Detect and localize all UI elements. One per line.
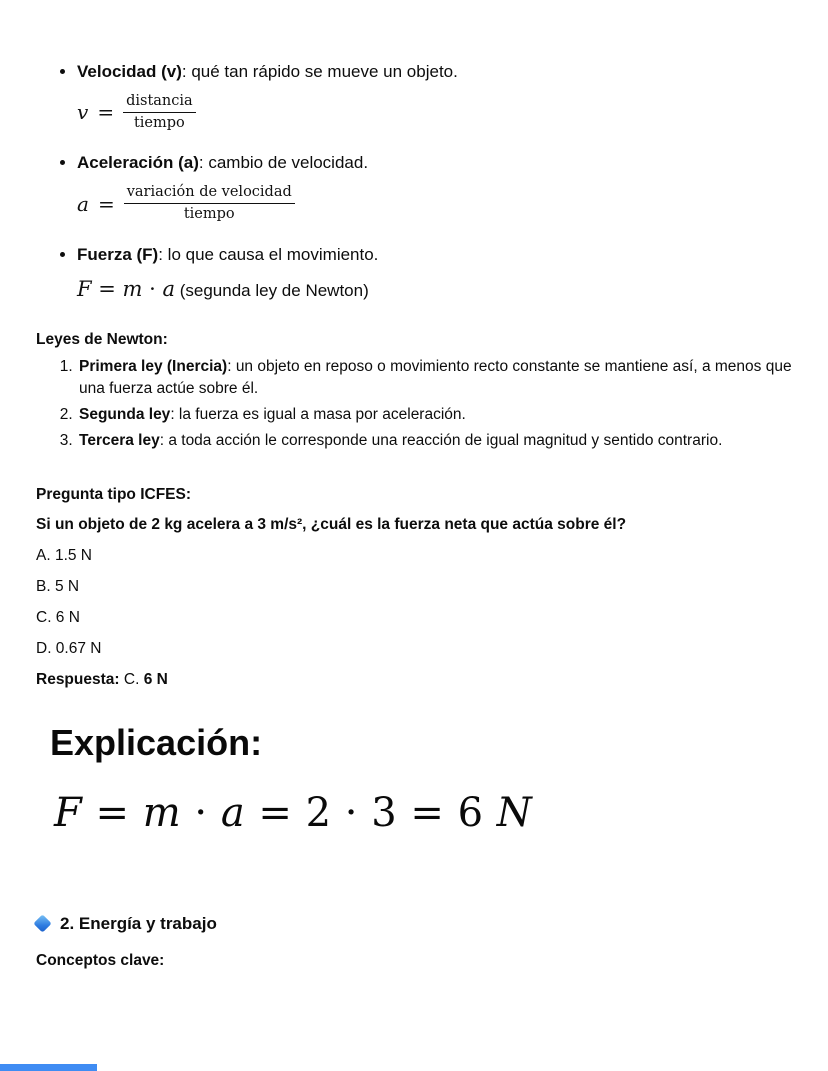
math-var-m: m [142, 789, 182, 836]
fraction-denominator: tiempo [133, 114, 185, 131]
concept-line [77, 153, 368, 172]
concept-term: Aceleración (a) [77, 153, 199, 173]
question-option-c: C. 6 N [36, 608, 80, 626]
inline-math [77, 277, 175, 301]
math-var-a: a [220, 789, 246, 836]
question-heading: Pregunta tipo ICFES: [36, 485, 191, 503]
math-variable: v [77, 100, 89, 125]
question-option-d: D. 0.67 N [36, 639, 102, 657]
answer-value: 6 N [143, 670, 168, 688]
blue-diamond-icon [33, 914, 51, 932]
math-fraction [124, 184, 295, 222]
concept-line [77, 62, 458, 81]
law-text: : la fuerza es igual a masa por aceleración. [170, 405, 466, 423]
fraction-denominator: tiempo [183, 206, 235, 223]
math-numbers: = 2 · 3 = 6 [245, 789, 497, 836]
question-option-b: B. 5 N [36, 577, 80, 595]
formula-aceleracion [77, 184, 792, 222]
math-operator: = [91, 276, 123, 301]
next-section-header [36, 912, 792, 936]
formula-velocidad [77, 93, 792, 131]
formula-note: (segunda ley de Newton) [175, 280, 369, 300]
newton-law-item [77, 356, 792, 400]
question-prompt: Si un objeto de 2 kg acelera a 3 m/s², ¿cuál es la fuerza neta que actúa sobre él? [36, 515, 627, 533]
concept-desc: : qué tan rápido se mueve un objeto. [181, 62, 458, 81]
math-var-F: F [54, 789, 83, 836]
concept-desc: : cambio de velocidad. [198, 153, 369, 173]
newton-laws-heading: Leyes de Newton: [36, 330, 168, 348]
concept-term: Velocidad (v) [77, 62, 182, 81]
concept-line [77, 245, 378, 264]
law-name: Primera ley (Inercia) [79, 357, 228, 375]
newton-law-item [77, 404, 792, 426]
law-text: : a toda acción le corresponde una reacción de igual magnitud y sentido contrario. [159, 431, 723, 449]
newton-law-item [77, 430, 792, 452]
math-operator: · [181, 789, 221, 836]
answer-label: Respuesta: [36, 670, 120, 688]
question-answer [36, 669, 792, 690]
formula-fuerza [77, 277, 792, 303]
concept-term: Fuerza (F) [77, 244, 159, 264]
concept-item-velocidad [77, 60, 792, 131]
math-fraction [123, 93, 196, 131]
concept-item-fuerza [77, 243, 792, 303]
explanation-heading: Explicación: [50, 721, 263, 763]
law-name: Segunda ley [79, 405, 171, 423]
fraction-numerator: distancia [123, 93, 196, 113]
law-text: : un objeto en reposo o movimiento recto constante se mantiene así, a menos que una fuerza actúe sobre él. [79, 357, 792, 397]
math-unit-N: N [496, 789, 533, 836]
fraction-numerator: variación de velocidad [124, 184, 295, 204]
newton-laws-list [36, 356, 792, 452]
concept-desc: : lo que causa el movimiento. [158, 244, 379, 264]
math-equals: = [97, 100, 115, 125]
math-equals: = [97, 191, 115, 216]
explanation-formula [54, 788, 792, 838]
math-operator: · [142, 276, 163, 301]
concepts-list [36, 60, 792, 303]
next-section-title: 2. Energía y trabajo [60, 913, 217, 933]
math-var-m: m [122, 276, 143, 301]
math-operator: = [82, 789, 143, 836]
math-var-a: a [162, 276, 176, 301]
answer-mid: C. [119, 670, 144, 688]
conceptos-clave-heading: Conceptos clave: [36, 951, 165, 969]
math-var-F: F [77, 276, 92, 301]
concept-item-aceleracion [77, 151, 792, 222]
question-option-a: A. 1.5 N [36, 546, 92, 564]
partial-blue-element [0, 1064, 97, 1071]
math-variable: a [77, 191, 89, 216]
law-name: Tercera ley [79, 431, 160, 449]
